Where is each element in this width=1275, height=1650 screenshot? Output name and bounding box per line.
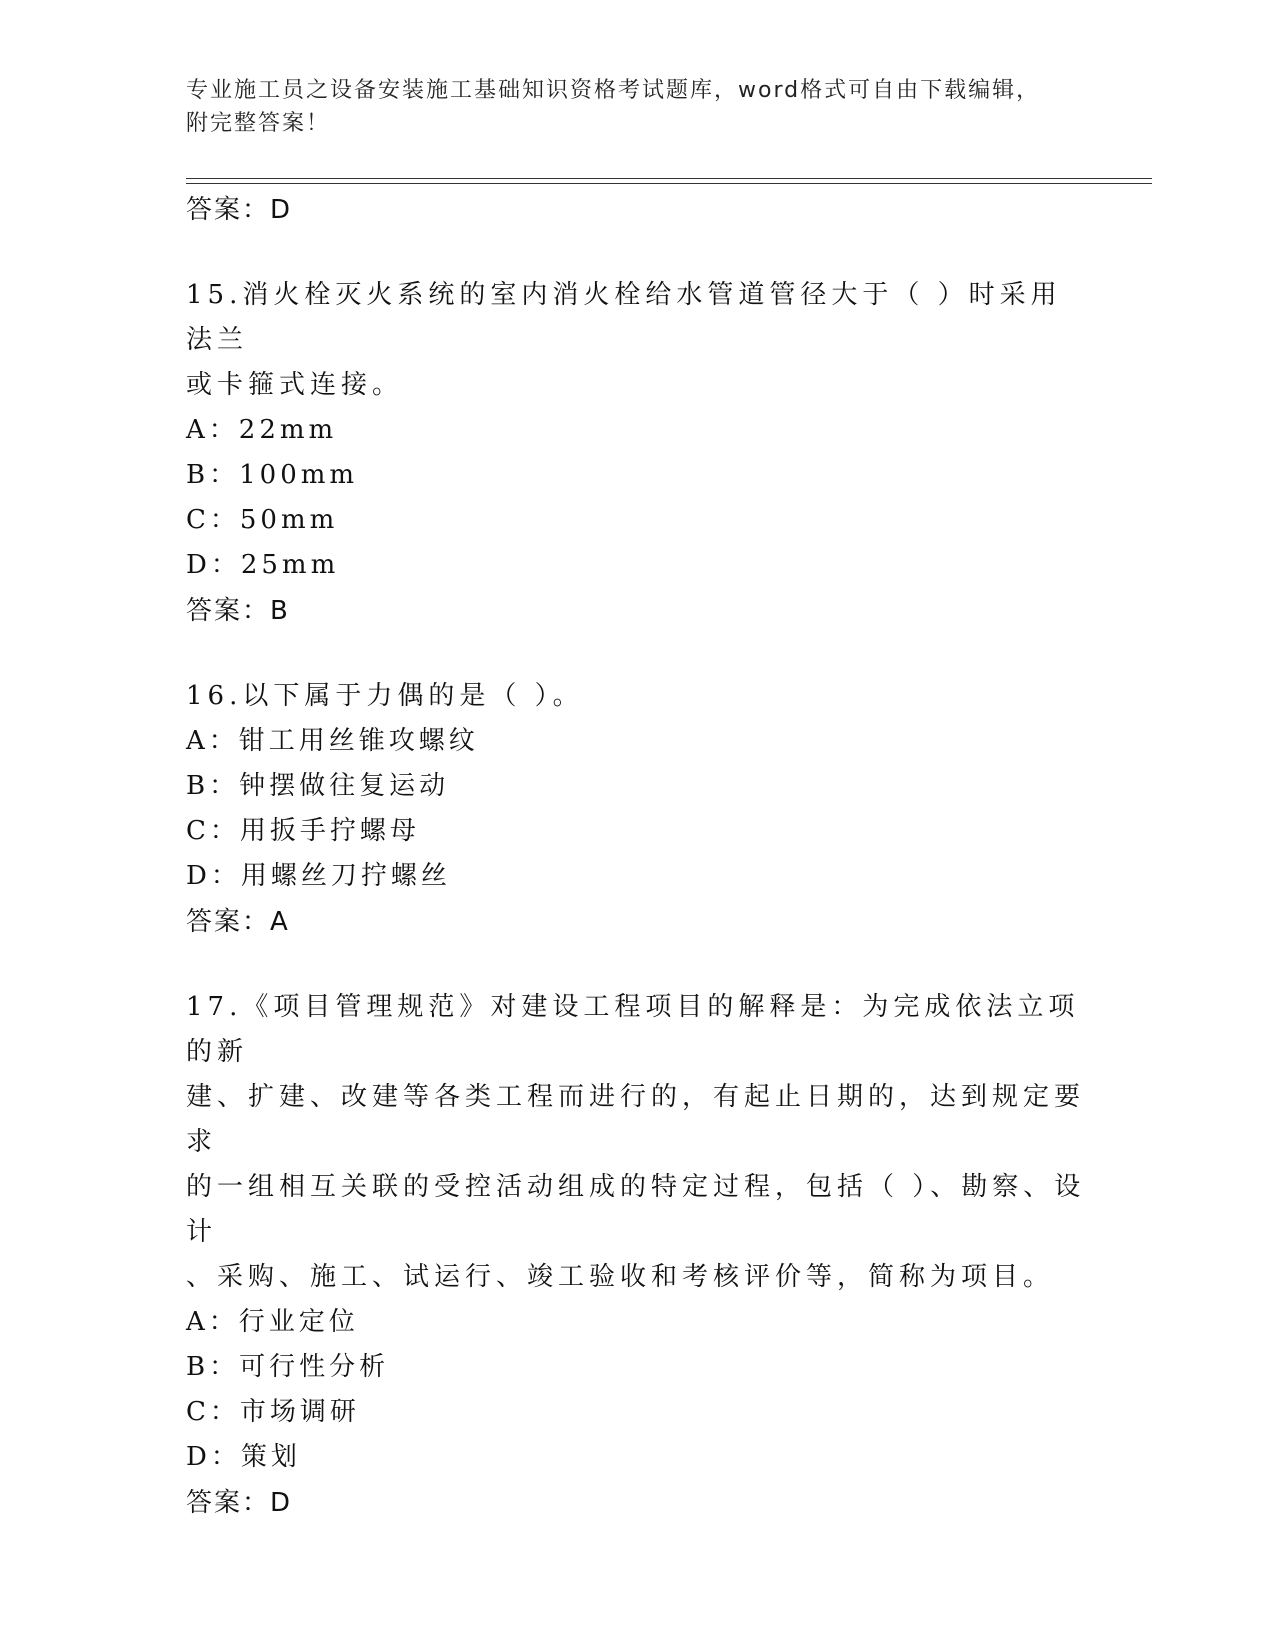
- question-answer: 答案：B: [186, 596, 290, 626]
- header-divider-top: [186, 178, 1152, 179]
- option-b: B：钟摆做往复运动: [186, 771, 450, 801]
- option-d: D：25mm: [186, 550, 340, 580]
- option-d: D：策划: [186, 1442, 301, 1472]
- question-answer: 答案：D: [186, 1488, 293, 1518]
- option-a: A：22mm: [186, 415, 338, 445]
- option-c: C：50mm: [186, 505, 339, 535]
- option-a: A：钳工用丝锥攻螺纹: [186, 726, 479, 756]
- option-b: B：可行性分析: [186, 1352, 390, 1382]
- option-b: B：100mm: [186, 460, 359, 490]
- question-content: [186, 187, 1086, 1526]
- question-block-16: [186, 674, 1086, 945]
- question-answer: 答案：A: [186, 907, 290, 937]
- question-text-line: 、采购、施工、试运行、竣工验收和考核评价等，简称为项目。: [186, 1262, 1055, 1292]
- previous-answer: 答案：D: [186, 195, 293, 225]
- option-d: D：用螺丝刀拧螺丝: [186, 861, 451, 891]
- question-text-line: 或卡箍式连接。: [186, 370, 404, 400]
- question-text-line: 建、扩建、改建等各类工程而进行的，有起止日期的，达到规定要求: [186, 1082, 1086, 1157]
- header-line-1: 专业施工员之设备安装施工基础知识资格考试题库，word格式可自由下载编辑，: [186, 78, 1041, 103]
- question-text-line: 17.《项目管理规范》对建设工程项目的解释是：为完成依法立项的新: [186, 992, 1080, 1067]
- document-header: [186, 74, 1066, 140]
- question-block-17: [186, 985, 1086, 1526]
- option-a: A：行业定位: [186, 1307, 359, 1337]
- question-text-line: 的一组相互关联的受控活动组成的特定过程，包括（ ）、勘察、设计: [186, 1172, 1086, 1247]
- question-text-line: 15.消火栓灭火系统的室内消火栓给水管道管径大于（ ）时采用法兰: [186, 280, 1062, 355]
- header-line-2: 附完整答案！: [186, 111, 331, 136]
- option-c: C：用扳手拧螺母: [186, 816, 420, 846]
- question-block-15: [186, 273, 1086, 634]
- header-divider-bottom: [186, 183, 1152, 184]
- option-c: C：市场调研: [186, 1397, 360, 1427]
- question-text-line: 16.以下属于力偶的是（ ）。: [186, 681, 584, 711]
